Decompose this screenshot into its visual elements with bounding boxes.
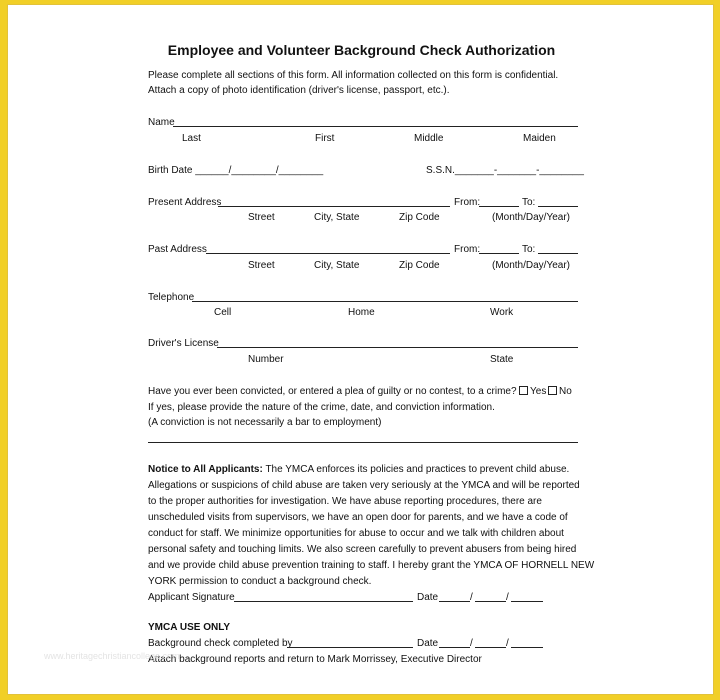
birth-date-field[interactable]: Birth Date ______/________/________ [148, 165, 324, 176]
attach-instructions: Attach background reports and return to Mark Morrissey, Executive Director [148, 654, 482, 665]
watermark-text: www.heritagechristiancollege.com [44, 651, 180, 661]
conviction-line-3: (A conviction is not necessarily a bar to employment) [148, 417, 382, 428]
ymca-use-heading: YMCA USE ONLY [148, 622, 231, 633]
telephone-sub-work: Work [490, 307, 514, 318]
name-label: Name [148, 117, 175, 128]
name-sub-first: First [315, 133, 335, 144]
conviction-question: Have you ever been convicted, or entered a plea of guilty or no contest, to a crime? [148, 386, 517, 397]
date-slash: / [470, 638, 473, 649]
telephone-label: Telephone [148, 292, 195, 303]
completed-by-label: Background check completed by [148, 638, 293, 649]
past-sub-dates: (Month/Day/Year) [492, 260, 570, 271]
ymca-date-month[interactable] [439, 647, 470, 648]
name-sub-last: Last [182, 133, 201, 144]
signature-label: Applicant Signature [148, 592, 235, 603]
form-title: Employee and Volunteer Background Check Authorization [167, 42, 556, 58]
present-sub-dates: (Month/Day/Year) [492, 212, 570, 223]
notice-text-1: The YMCA enforces its policies and practices to prevent child abuse. [265, 464, 570, 475]
intro-line-1: Please complete all sections of this form. All information collected on this form is confidential. [148, 70, 559, 81]
no-checkbox[interactable] [548, 386, 557, 395]
form-page [7, 4, 714, 695]
notice-line-2: Allegations or suspicions of child abuse are taken very seriously at the YMCA and will be reported [148, 480, 580, 491]
past-sub-zip: Zip Code [399, 260, 440, 271]
conviction-details-field[interactable] [148, 442, 578, 443]
telephone-sub-cell: Cell [214, 307, 232, 318]
license-sub-number: Number [248, 354, 284, 365]
conviction-yes[interactable] [519, 386, 546, 398]
past-address-label: Past Address [148, 244, 207, 255]
past-to-field[interactable] [538, 253, 578, 254]
date-slash: / [506, 638, 509, 649]
conviction-line-2: If yes, please provide the nature of the crime, date, and conviction information. [148, 402, 495, 413]
ymca-date-day[interactable] [475, 647, 506, 648]
no-label: No [559, 386, 572, 397]
signature-field[interactable] [234, 601, 413, 602]
ymca-date-year[interactable] [511, 647, 543, 648]
present-to-field[interactable] [538, 206, 578, 207]
name-sub-maiden: Maiden [523, 133, 556, 144]
past-address-field[interactable] [206, 253, 450, 254]
notice-line-6: personal safety and touching limits. We also screen carefully to prevent abusers from being hired [148, 544, 577, 555]
past-from-field[interactable] [479, 253, 519, 254]
notice-line-8: YORK permission to conduct a background check. [148, 576, 372, 587]
date-slash: / [506, 592, 509, 603]
license-label: Driver's License [148, 338, 219, 349]
notice-line-5: conduct for staff. We minimize opportunities for abuse to occur and we talk with children about [148, 528, 564, 539]
conviction-no[interactable] [548, 386, 572, 398]
telephone-sub-home: Home [348, 307, 375, 318]
license-field[interactable] [217, 347, 578, 348]
yes-checkbox[interactable] [519, 386, 528, 395]
name-field[interactable] [173, 126, 578, 127]
present-from-label: From: [454, 197, 481, 208]
signature-date-day[interactable] [475, 601, 506, 602]
notice-line-4: unscheduled visits from supervisors, we have an open door for parents, and we have a code of [148, 512, 568, 523]
notice-line-7: and we provide child abuse prevention training to staff. I hereby grant the YMCA OF HORNELL NEW [148, 560, 595, 571]
past-sub-city: City, State [314, 260, 360, 271]
telephone-field[interactable] [192, 301, 578, 302]
past-to-label: To: [522, 244, 536, 255]
name-sub-middle: Middle [414, 133, 444, 144]
signature-date-month[interactable] [439, 601, 470, 602]
yes-label: Yes [530, 386, 547, 397]
present-sub-city: City, State [314, 212, 360, 223]
ymca-date-label: Date [417, 638, 439, 649]
past-sub-street: Street [248, 260, 275, 271]
license-sub-state: State [490, 354, 514, 365]
present-to-label: To: [522, 197, 536, 208]
notice-line-3: to the proper authorities for investigation. We have abuse reporting procedures, there are [148, 496, 542, 507]
ssn-field[interactable]: S.S.N._______-_______-________ [426, 165, 584, 176]
intro-line-2: Attach a copy of photo identification (driver's license, passport, etc.). [148, 85, 450, 96]
present-sub-zip: Zip Code [399, 212, 440, 223]
signature-date-label: Date [417, 592, 439, 603]
past-from-label: From: [454, 244, 481, 255]
present-sub-street: Street [248, 212, 275, 223]
present-from-field[interactable] [479, 206, 519, 207]
present-address-field[interactable] [218, 206, 450, 207]
notice-heading: Notice to All Applicants: [148, 464, 263, 475]
date-slash: / [470, 592, 473, 603]
completed-by-field[interactable] [287, 647, 413, 648]
signature-date-year[interactable] [511, 601, 543, 602]
present-address-label: Present Address [148, 197, 222, 208]
notice-line-1 [148, 464, 569, 476]
